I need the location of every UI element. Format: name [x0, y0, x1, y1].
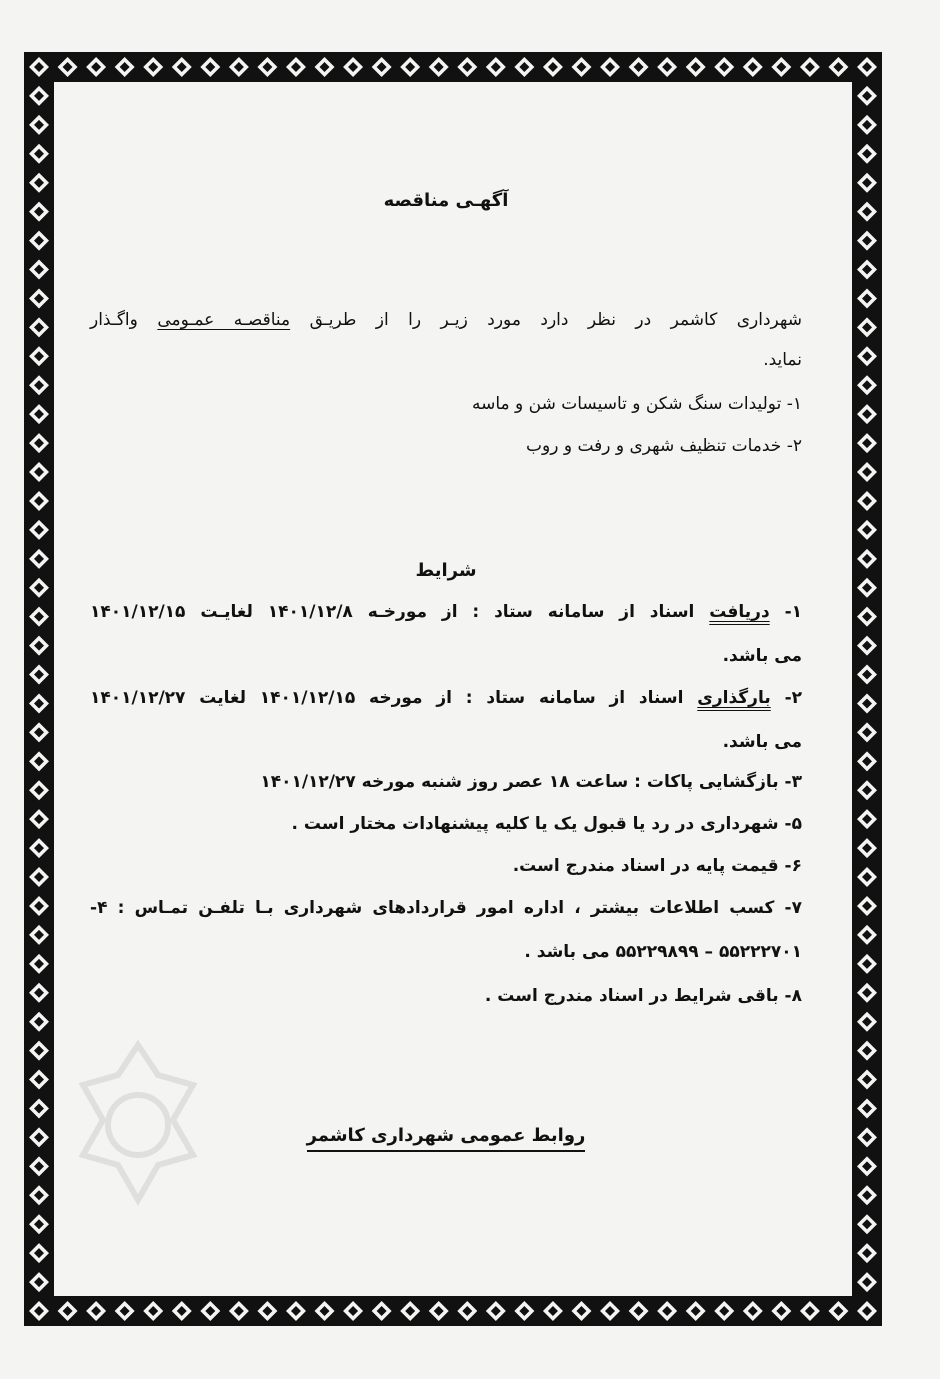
- border-diamond-icon: [857, 896, 877, 916]
- item-2: ۲- خدمات تنظیف شهری و رفت و روب: [526, 436, 802, 456]
- intro-text-end: واگـذار: [90, 310, 138, 330]
- border-diamond-icon: [29, 838, 49, 858]
- border-diamond-icon: [29, 231, 49, 251]
- border-diamond-icon: [857, 693, 877, 713]
- border-diamond-icon: [29, 173, 49, 193]
- border-diamond-icon: [743, 1301, 763, 1321]
- border-diamond-icon: [400, 57, 420, 77]
- border-diamond-icon: [29, 144, 49, 164]
- border-diamond-icon: [486, 1301, 506, 1321]
- border-diamond-icon: [29, 636, 49, 656]
- border-diamond-icon: [571, 57, 591, 77]
- border-diamond-icon: [29, 375, 49, 395]
- border-diamond-icon: [29, 693, 49, 713]
- border-diamond-icon: [857, 202, 877, 222]
- border-diamond-icon: [743, 57, 763, 77]
- border-diamond-icon: [543, 1301, 563, 1321]
- border-diamond-icon: [657, 1301, 677, 1321]
- border-diamond-icon: [29, 1243, 49, 1263]
- intro-line-1: [90, 310, 802, 330]
- border-diamond-icon: [629, 57, 649, 77]
- border-diamond-icon: [857, 809, 877, 829]
- border-diamond-icon: [143, 57, 163, 77]
- border-diamond-icon: [629, 1301, 649, 1321]
- border-diamond-icon: [29, 809, 49, 829]
- border-diamond-icon: [29, 1127, 49, 1147]
- border-diamond-icon: [29, 1272, 49, 1292]
- condition-1-line-2: می باشد.: [722, 646, 802, 666]
- border-diamond-icon: [400, 1301, 420, 1321]
- border-diamond-icon: [857, 260, 877, 280]
- border-diamond-icon: [857, 86, 877, 106]
- condition-2-number: ۲-: [784, 688, 803, 708]
- border-diamond-icon: [857, 1127, 877, 1147]
- border-diamond-icon: [229, 1301, 249, 1321]
- condition-2-underlined: بارگذاری: [697, 688, 771, 708]
- border-diamond-icon: [857, 1098, 877, 1118]
- border-diamond-icon: [372, 1301, 392, 1321]
- border-diamond-icon: [857, 1243, 877, 1263]
- border-diamond-icon: [29, 57, 49, 77]
- border-diamond-icon: [29, 578, 49, 598]
- border-diamond-icon: [857, 231, 877, 251]
- border-diamond-icon: [29, 86, 49, 106]
- border-diamond-icon: [857, 1070, 877, 1090]
- border-diamond-icon: [771, 1301, 791, 1321]
- border-diamond-icon: [29, 1041, 49, 1061]
- border-diamond-icon: [857, 1272, 877, 1292]
- condition-1: [90, 602, 802, 622]
- border-diamond-icon: [172, 1301, 192, 1321]
- border-diamond-icon: [857, 404, 877, 424]
- border-diamond-icon: [343, 1301, 363, 1321]
- border-diamond-icon: [600, 1301, 620, 1321]
- border-diamond-icon: [200, 57, 220, 77]
- signature: [90, 1125, 802, 1146]
- border-diamond-icon: [857, 288, 877, 308]
- border-diamond-icon: [29, 1214, 49, 1234]
- border-diamond-icon: [857, 173, 877, 193]
- border-diamond-icon: [257, 57, 277, 77]
- border-diamond-icon: [857, 954, 877, 974]
- border-diamond-icon: [315, 1301, 335, 1321]
- border-diamond-icon: [429, 1301, 449, 1321]
- border-diamond-icon: [600, 57, 620, 77]
- border-diamond-icon: [58, 57, 78, 77]
- border-diamond-icon: [58, 1301, 78, 1321]
- condition-2: [90, 688, 802, 708]
- border-diamond-icon: [857, 722, 877, 742]
- border-diamond-icon: [857, 751, 877, 771]
- border-diamond-icon: [543, 57, 563, 77]
- border-diamond-icon: [343, 57, 363, 77]
- border-diamond-icon: [857, 1301, 877, 1321]
- border-diamond-icon: [857, 520, 877, 540]
- condition-2-line-2: می باشد.: [722, 732, 802, 752]
- border-diamond-icon: [800, 1301, 820, 1321]
- border-diamond-icon: [857, 607, 877, 627]
- border-diamond-icon: [514, 57, 534, 77]
- border-diamond-icon: [29, 780, 49, 800]
- border-diamond-icon: [457, 1301, 477, 1321]
- border-diamond-icon: [29, 404, 49, 424]
- border-diamond-icon: [29, 462, 49, 482]
- border-diamond-icon: [29, 520, 49, 540]
- border-diamond-icon: [771, 57, 791, 77]
- border-diamond-icon: [86, 1301, 106, 1321]
- border-diamond-icon: [857, 375, 877, 395]
- border-diamond-icon: [29, 983, 49, 1003]
- border-diamond-icon: [828, 57, 848, 77]
- border-diamond-icon: [115, 57, 135, 77]
- condition-2-text: اسناد از سامانه ستاد : از مورخه ۱۴۰۱/۱۲/۱۵ لغایت ۱۴۰۱/۱۲/۲۷: [90, 688, 684, 708]
- border-diamond-icon: [286, 1301, 306, 1321]
- border-diamond-icon: [29, 722, 49, 742]
- border-diamond-icon: [857, 317, 877, 337]
- border-diamond-icon: [857, 462, 877, 482]
- border-diamond-icon: [457, 57, 477, 77]
- intro-line-2: نماید.: [763, 350, 802, 370]
- border-diamond-icon: [857, 433, 877, 453]
- border-diamond-icon: [857, 491, 877, 511]
- border-diamond-icon: [29, 954, 49, 974]
- border-diamond-icon: [857, 1012, 877, 1032]
- border-diamond-icon: [857, 346, 877, 366]
- condition-1-text: اسناد از سامانه ستاد : از مورخـه ۱۴۰۱/۱۲/۸ لغایـت ۱۴۰۱/۱۲/۱۵: [90, 602, 695, 622]
- border-diamond-icon: [714, 57, 734, 77]
- border-diamond-icon: [29, 751, 49, 771]
- border-diamond-icon: [857, 115, 877, 135]
- border-diamond-icon: [29, 115, 49, 135]
- item-1: ۱- تولیدات سنگ شکن و تاسیسات شن و ماسه: [471, 394, 802, 414]
- border-diamond-icon: [29, 925, 49, 945]
- border-diamond-icon: [857, 925, 877, 945]
- border-diamond-icon: [857, 665, 877, 685]
- border-diamond-icon: [29, 1185, 49, 1205]
- border-diamond-icon: [29, 288, 49, 308]
- border-diamond-icon: [857, 780, 877, 800]
- intro-underlined-text: مناقصـه عمـومی: [157, 310, 291, 330]
- border-diamond-icon: [257, 1301, 277, 1321]
- border-diamond-icon: [857, 144, 877, 164]
- condition-7-line-2: ۵۵۲۲۲۷۰۱ – ۵۵۲۲۹۸۹۹ می باشد .: [524, 942, 802, 962]
- border-diamond-icon: [571, 1301, 591, 1321]
- border-diamond-icon: [857, 1156, 877, 1176]
- border-diamond-icon: [29, 607, 49, 627]
- border-diamond-icon: [29, 346, 49, 366]
- border-diamond-icon: [857, 636, 877, 656]
- border-diamond-icon: [828, 1301, 848, 1321]
- border-diamond-icon: [29, 1156, 49, 1176]
- border-diamond-icon: [115, 1301, 135, 1321]
- border-diamond-icon: [315, 57, 335, 77]
- border-diamond-icon: [86, 57, 106, 77]
- border-diamond-icon: [429, 57, 449, 77]
- border-diamond-icon: [857, 838, 877, 858]
- border-diamond-icon: [29, 433, 49, 453]
- condition-7: ۷- کسب اطلاعات بیشتر ، اداره امور قراردادهای شهرداری بـا تلفـن تمـاس : ۴-: [90, 898, 802, 918]
- border-diamond-icon: [29, 665, 49, 685]
- document-title: آگهـی مناقصه: [383, 190, 509, 211]
- condition-6: ۶- قیمت پایه در اسناد مندرج است.: [512, 856, 802, 876]
- border-diamond-icon: [857, 983, 877, 1003]
- condition-3: ۳- بازگشایی پاکات : ساعت ۱۸ عصر روز شنبه مورخه ۱۴۰۱/۱۲/۲۷: [260, 772, 802, 792]
- signature-text: روابط عمومی شهرداری کاشمر: [307, 1125, 586, 1152]
- condition-8: ۸- باقی شرایط در اسناد مندرج است .: [484, 986, 802, 1006]
- intro-text: شهرداری کاشمر در نظر دارد مورد زیـر را از طریـق: [309, 310, 802, 330]
- conditions-title: شرایط: [415, 560, 477, 581]
- border-diamond-icon: [29, 1098, 49, 1118]
- border-diamond-icon: [686, 1301, 706, 1321]
- border-diamond-icon: [229, 57, 249, 77]
- border-diamond-icon: [143, 1301, 163, 1321]
- border-diamond-icon: [29, 896, 49, 916]
- border-diamond-icon: [29, 260, 49, 280]
- border-diamond-icon: [200, 1301, 220, 1321]
- border-diamond-icon: [29, 1012, 49, 1032]
- border-diamond-icon: [29, 491, 49, 511]
- condition-1-number: ۱-: [784, 602, 803, 622]
- border-diamond-icon: [857, 57, 877, 77]
- border-diamond-icon: [857, 1185, 877, 1205]
- border-diamond-icon: [686, 57, 706, 77]
- border-diamond-icon: [857, 578, 877, 598]
- border-diamond-icon: [486, 57, 506, 77]
- border-diamond-icon: [657, 57, 677, 77]
- border-diamond-icon: [857, 1214, 877, 1234]
- border-diamond-icon: [29, 1070, 49, 1090]
- border-diamond-icon: [286, 57, 306, 77]
- border-diamond-icon: [29, 867, 49, 887]
- border-diamond-icon: [29, 202, 49, 222]
- border-diamond-icon: [372, 57, 392, 77]
- border-diamond-icon: [514, 1301, 534, 1321]
- border-diamond-icon: [800, 57, 820, 77]
- border-diamond-icon: [29, 549, 49, 569]
- condition-1-underlined: دریافت: [709, 602, 770, 622]
- border-diamond-icon: [714, 1301, 734, 1321]
- border-diamond-icon: [29, 317, 49, 337]
- border-diamond-icon: [172, 57, 192, 77]
- border-diamond-icon: [29, 1301, 49, 1321]
- border-diamond-icon: [857, 867, 877, 887]
- border-diamond-icon: [857, 1041, 877, 1061]
- border-diamond-icon: [857, 549, 877, 569]
- condition-5: ۵- شهرداری در رد یا قبول یک یا کلیه پیشنهادات مختار است .: [291, 814, 802, 834]
